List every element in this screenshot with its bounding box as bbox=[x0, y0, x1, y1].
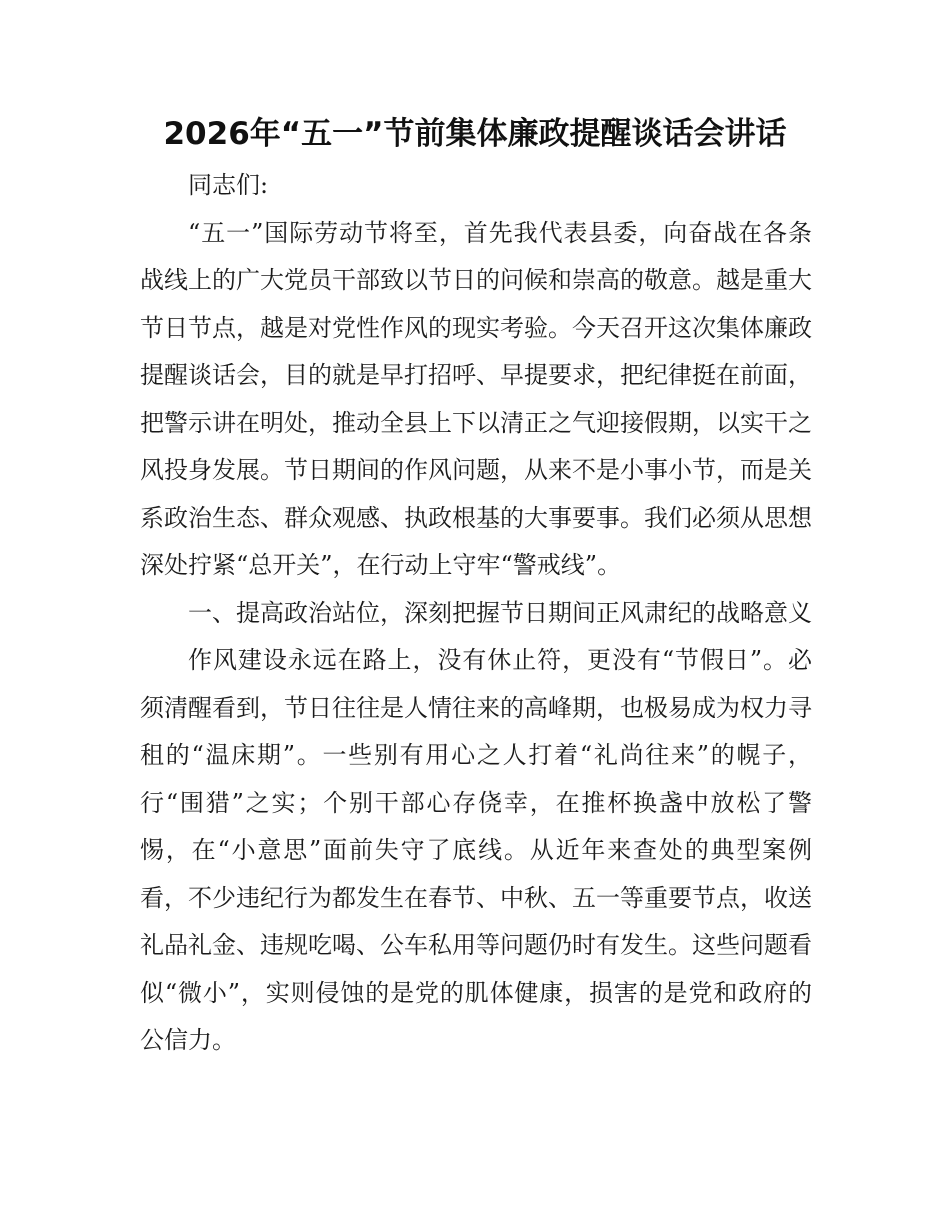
section-heading-1: 一、提高政治站位，深刻把握节日期间正风肃纪的战略意义 bbox=[188, 598, 812, 627]
document-title: 2026年“五一”节前集体廉政提醒谈话会讲话 bbox=[163, 116, 787, 152]
salutation: 同志们: bbox=[188, 171, 269, 199]
document-body bbox=[140, 162, 812, 1065]
paragraph-section-1: 作风建设永远在路上，没有休止符，更没有“节假日”。必须清醒看到，节日往往是人情往来的高峰期，也极易成为权力寻租的“温床期”。一些别有用心之人打着“礼尚往来”的幌子，行“围猎”之实；个别干部心存侥幸，在推杯换盏中放松了警惕，在“小意思”面前失守了底线。从近年来查处的典型案例看，不少违纪行为都发生在春节、中秋、五一等重要节点，收送礼品礼金、违规吃喝、公车私用等问题仍时有发生。这些问题看似“微小”，实则侵蚀的是党的肌体健康，损害的是党和政府的公信力。 bbox=[140, 646, 812, 1054]
paragraph-intro: “五一”国际劳动节将至，首先我代表县委，向奋战在各条战线上的广大党员干部致以节日的问候和崇高的敬意。越是重大节日节点，越是对党性作风的现实考验。今天召开这次集体廉政提醒谈话会，目的就是早打招呼、早提要求，把纪律挺在前面，把警示讲在明处，推动全县上下以清正之气迎接假期，以实干之风投身发展。节日期间的作风问题，从来不是小事小节，而是关系政治生态、群众观感、执政根基的大事要事。我们必须从思想深处拧紧“总开关”，在行动上守牢“警戒线”。 bbox=[140, 218, 812, 579]
